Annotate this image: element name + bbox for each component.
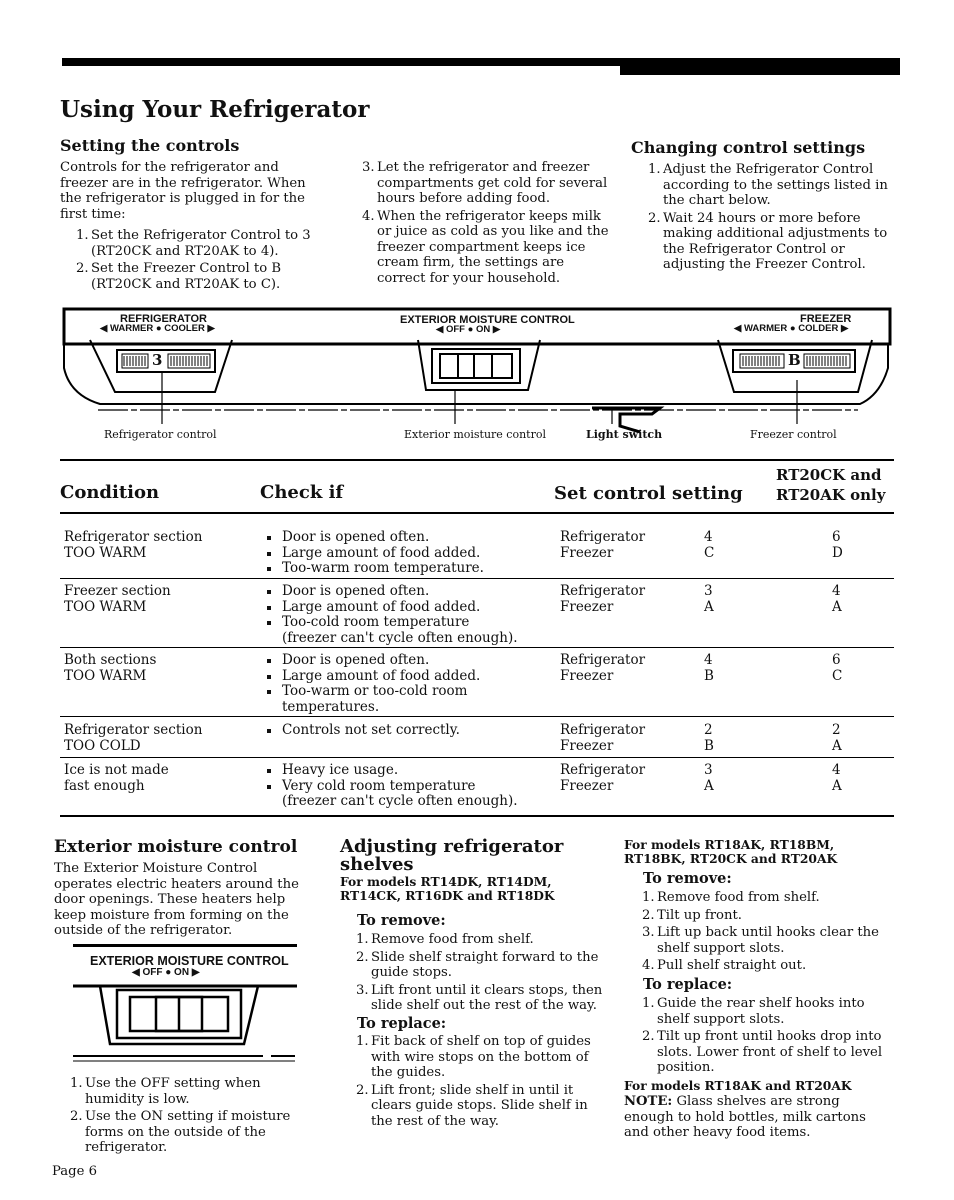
row-checks: Controls not set correctly. — [263, 723, 460, 739]
cap-ext: Exterior moisture control — [404, 428, 546, 441]
list-item: 1. Adjust the Refrigerator Control according to the settings listed in the chart below. — [648, 162, 888, 208]
th-models-2: RT20AK only — [776, 486, 886, 504]
exterior-steps — [70, 1076, 322, 1158]
list-item: 2. Use the ON setting if moisture forms on the outside of the refrigerator. — [70, 1109, 291, 1155]
list-item: 1. Remove food from shelf. — [356, 932, 534, 947]
list-item: 2. Set the Freezer Control to B (RT20CK and RT20AK to C). — [76, 261, 282, 292]
list-item: 2. Wait 24 hours or more before making additional adjustments to the Refrigerator Control or adjusting the Freezer Control. — [648, 210, 888, 272]
list-item: 2. Lift front; slide shelf in until it clears guide stops. Slide shelf in the rest of the way. — [356, 1082, 588, 1129]
list-item: 3. Lift front until it clears stops, then slide shelf out the rest of the way. — [356, 982, 603, 1013]
exterior-body: The Exterior Moisture Control operates electric heaters around the door openings. These heaters help keep moisture from forming on the outside of the refrigerator. — [54, 861, 299, 938]
list-item: 3. Lift up back until hooks clear the shelf support slots. — [642, 925, 879, 956]
list-item: 1. Guide the rear shelf hooks into shelf support slots. — [642, 996, 865, 1027]
list-item: 2. Slide shelf straight forward to the guide stops. — [356, 949, 599, 980]
page-number: Page 6 — [52, 1164, 97, 1179]
list-item: 4. When the refrigerator keeps milk or juice as cold as you like and the freezer compartment keeps ice cream firm, the settings are correct for your household. — [362, 208, 609, 286]
frz-scale: ◀ WARMER ● COLDER ▶ — [734, 323, 849, 334]
table-row: Freezer section TOO WARM — [64, 583, 171, 615]
exterior-heading: Exterior moisture control — [54, 837, 298, 857]
list-item: 3. Let the refrigerator and freezer compartments get cold for several hours before adding food. — [362, 160, 608, 206]
ext-label: EXTERIOR MOISTURE CONTROL — [400, 314, 575, 326]
cap-light: Light switch — [586, 428, 663, 441]
shelves-heading-2: shelves — [340, 854, 414, 875]
row-checks: Door is opened often. Large amount of food added. Too-cold room temperature (freezer can't cycle often enough). — [263, 584, 518, 646]
list-item: 2. Tilt up front. — [642, 907, 742, 923]
row-checks: Heavy ice usage. Very cold room temperature (freezer can't cycle often enough). — [263, 763, 518, 810]
shelves-models-a: For models RT14DK, RT14DM, RT14CK, RT16DK and RT18DK — [340, 874, 555, 903]
cap-ref: Refrigerator control — [104, 428, 217, 441]
table-row: Refrigerator section TOO WARM — [64, 529, 203, 561]
panel-scale: ◀ OFF ● ON ▶ — [132, 967, 200, 978]
shelves-b-replace-steps — [642, 996, 892, 1078]
th-condition: Condition — [60, 482, 160, 503]
shelves-heading-1: Adjusting refrigerator — [340, 836, 564, 857]
page-title: Using Your Refrigerator — [60, 96, 370, 123]
ref-dial-value: 3 — [152, 351, 163, 369]
ext-scale: ◀ OFF ● ON ▶ — [436, 324, 501, 335]
row-checks: Door is opened often. Large amount of food added. Too-warm room temperature. — [263, 530, 484, 577]
changing-heading: Changing control settings — [631, 138, 866, 157]
table-row: Both sections TOO WARM — [64, 652, 157, 684]
shelves-b-remove-steps — [642, 890, 892, 976]
setting-intro: Controls for the refrigerator and freezer are in the refrigerator. When the refrigerator is plugged in for the first time: — [60, 160, 306, 222]
th-models-1: RT20CK and — [776, 466, 882, 484]
shelves-remove-heading: To remove: — [357, 912, 446, 929]
table-row: Refrigerator section TOO COLD — [64, 722, 203, 754]
shelves-replace-heading: To replace: — [357, 1015, 447, 1032]
frz-label: FREEZER — [800, 313, 852, 325]
shelves-b-replace-heading: To replace: — [643, 976, 733, 993]
list-item: 4. Pull shelf straight out. — [642, 958, 807, 973]
th-setting: Set control setting — [554, 483, 743, 504]
panel-label: EXTERIOR MOISTURE CONTROL — [90, 954, 289, 968]
note: NOTE: Glass shelves are strong enough to hold bottles, milk cartons and other heavy food items. — [624, 1094, 866, 1140]
note-models: For models RT18AK and RT20AK — [624, 1078, 852, 1093]
shelves-remove-steps — [356, 932, 612, 1016]
th-check: Check if — [260, 482, 344, 503]
shelves-replace-steps — [356, 1034, 612, 1131]
ref-scale: ◀ WARMER ● COOLER ▶ — [100, 323, 215, 334]
list-item: 1. Use the OFF setting when humidity is low. — [70, 1076, 261, 1107]
cap-frz: Freezer control — [750, 428, 837, 441]
frz-dial-value: B — [788, 351, 801, 369]
setting-heading: Setting the controls — [60, 136, 240, 155]
list-item: 1. Fit back of shelf on top of guides with wire stops on the bottom of the guides. — [356, 1034, 591, 1080]
table-row: Ice is not made fast enough — [64, 762, 169, 794]
list-item: 1. Remove food from shelf. — [642, 890, 820, 905]
shelves-b-remove-heading: To remove: — [643, 870, 732, 887]
ref-label: REFRIGERATOR — [120, 313, 207, 325]
shelves-b-models: For models RT18AK, RT18BM, RT18BK, RT20CK and RT20AK — [624, 837, 838, 866]
list-item: 1. Set the Refrigerator Control to 3 (RT20CK and RT20AK to 4). — [76, 228, 311, 259]
list-item: 2. Tilt up front until hooks drop into slots. Lower front of shelf to level position. — [642, 1029, 883, 1075]
row-checks: Door is opened often. Large amount of food added. Too-warm or too-cold room temperatures. — [263, 653, 480, 715]
